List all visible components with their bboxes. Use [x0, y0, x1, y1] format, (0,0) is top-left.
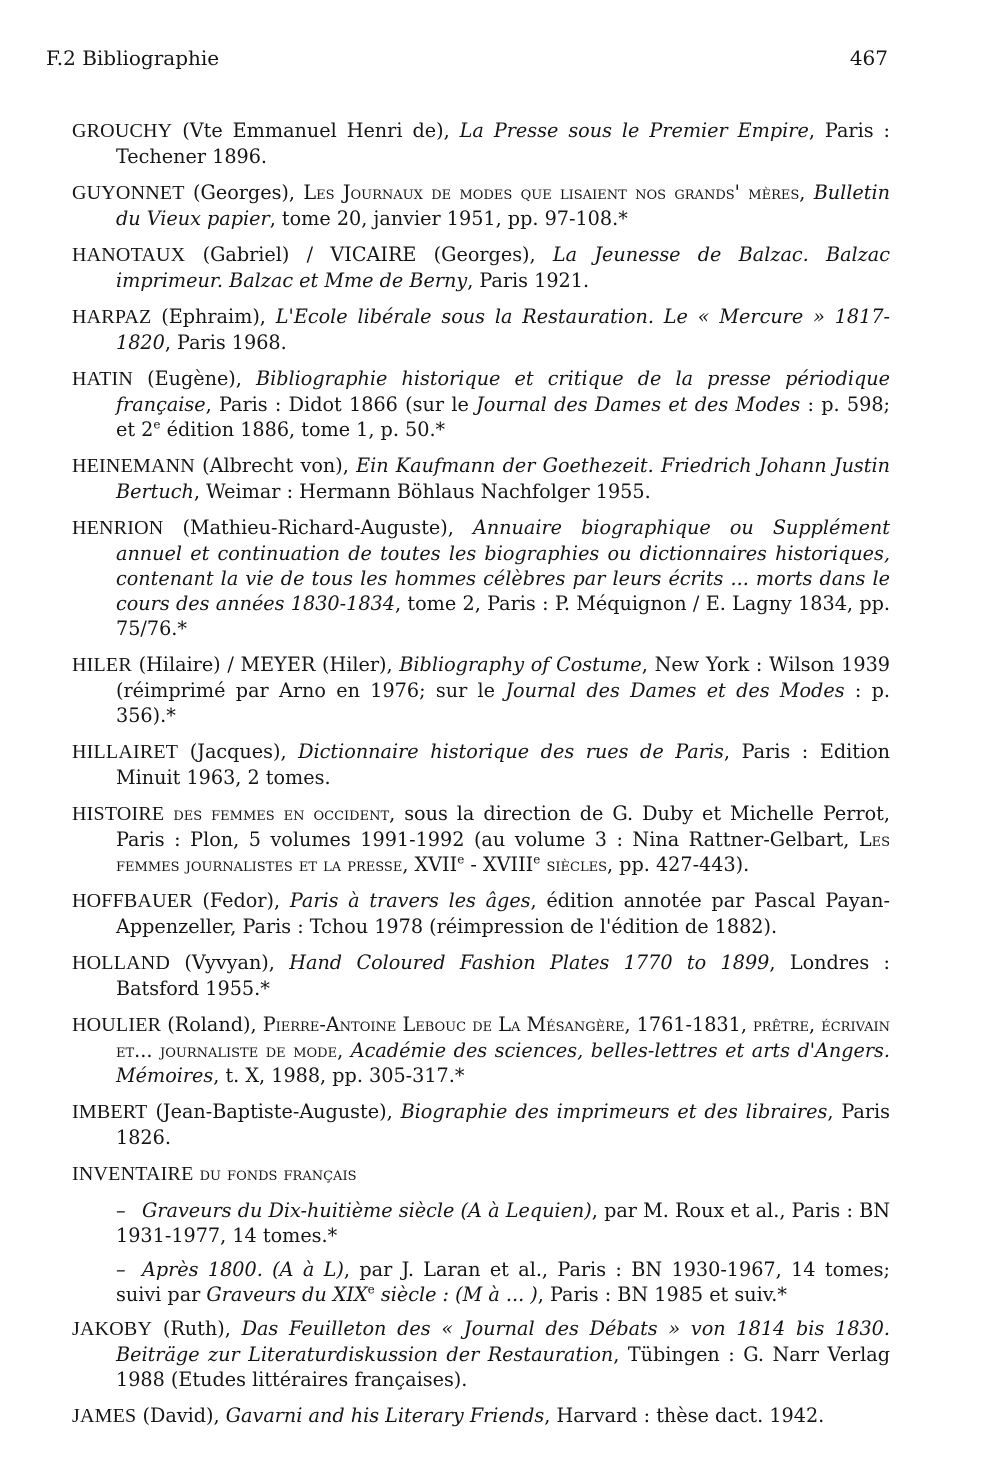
bibliography-entry	[72, 1403, 890, 1429]
superscript: e	[457, 852, 465, 867]
citation-text: (Hilaire) / MEYER (Hiler),	[131, 653, 400, 676]
citation-text: (Albrecht von),	[194, 454, 357, 477]
title-text: Après 1800. (A à L)	[142, 1258, 344, 1281]
entry-author: HARPAZ	[72, 306, 152, 328]
section-title: F.2 Bibliographie	[46, 46, 220, 70]
title-text: Académie des sciences, belles-lettres et arts d'Angers. Mémoires	[116, 1039, 890, 1087]
citation-text: (Eugène),	[133, 367, 257, 390]
entry-author: HOLLAND	[72, 952, 171, 974]
citation-text: XVII	[414, 853, 458, 876]
citation-text: (Jacques),	[178, 740, 299, 763]
entry-author: GUYONNET	[72, 182, 185, 204]
citation-text: : p. 356).*	[116, 679, 891, 727]
entry-author: JAKOBY	[72, 1318, 153, 1340]
bibliography-subentry	[116, 1257, 890, 1307]
citation-text: ,	[799, 181, 814, 204]
bibliography-entry	[72, 515, 890, 641]
small-caps-text: Les femmes journalistes et la presse,	[116, 828, 890, 876]
bibliography-entry	[72, 739, 890, 790]
bibliography-entry	[72, 304, 890, 355]
citation-text: , New York : Wilson 1939 (réimprimé par Arno en 1976; sur le	[116, 653, 890, 702]
bibliography-entry	[72, 888, 890, 939]
entry-author: JAMES	[72, 1405, 137, 1427]
citation-text: , Londres : Batsford 1955.*	[116, 951, 890, 1000]
citation-text: , Paris : Didot 1866 (sur le	[205, 393, 477, 416]
citation-text: (Ephraim),	[151, 305, 276, 328]
citation-text: - XVIII	[464, 853, 534, 876]
citation-text: , tome 20, janvier 1951, pp. 97-108.*	[269, 207, 628, 230]
bibliography-entry	[72, 453, 890, 504]
citation-text: (Ruth),	[152, 1317, 242, 1340]
citation-text: , tome 2, Paris : P. Méquignon / E. Lagny 1834, pp. 75/76.*	[116, 592, 890, 640]
citation-text: ,	[337, 1039, 351, 1062]
entry-author: GROUCHY	[72, 120, 173, 142]
title-text: La Presse sous le Premier Empire	[459, 119, 809, 142]
title-text: Bulletin du Vieux papier	[116, 181, 890, 230]
bibliography-entry	[72, 180, 890, 231]
title-text: Journal des Dames et des Modes	[476, 393, 801, 416]
citation-text: , Paris : BN 1985 et suiv.*	[537, 1283, 787, 1306]
title-text: Hand Coloured Fashion Plates 1770 to 1899	[289, 951, 770, 974]
entry-author: HEINEMANN	[72, 455, 195, 477]
bibliography-entry	[72, 652, 890, 728]
citation-text: (David),	[136, 1404, 226, 1427]
citation-text: , Paris : Edition Minuit 1963, 2 tomes.	[116, 740, 891, 789]
citation-text: (Georges),	[184, 181, 304, 204]
page-number: 467	[849, 46, 888, 70]
entry-author: HOULIER	[72, 1014, 162, 1036]
citation-text: (Fedor),	[192, 889, 290, 912]
citation-text: (Roland),	[161, 1013, 263, 1036]
entry-author: IMBERT	[72, 1101, 148, 1123]
title-text: Das Feuilleton des « Journal des Débats » von 1814 bis 1830. Beiträge zur Literaturdiskussion der Restauration	[116, 1317, 890, 1366]
bibliography-entry	[72, 1316, 890, 1392]
citation-text: , Paris 1968.	[164, 331, 287, 354]
citation-text: : p. 598; et 2	[116, 393, 891, 441]
citation-text: , Weimar : Hermann Böhlaus Nachfolger 1955.	[193, 480, 651, 503]
bibliography-entry	[72, 118, 890, 169]
citation-text: , Paris : Techener 1896.	[116, 119, 891, 168]
entry-author: HILLAIRET	[72, 741, 179, 763]
citation-text: (Vte Emmanuel Henri de),	[172, 119, 460, 142]
small-caps-text: prêtre, écrivain et... journaliste de mode	[116, 1013, 891, 1062]
subentry-dash: –	[116, 1199, 126, 1222]
bibliography-list	[72, 118, 890, 1440]
bibliography-entry	[72, 1012, 890, 1088]
bibliography-entry	[72, 366, 890, 442]
citation-text: , 1761-1831,	[624, 1013, 754, 1036]
citation-text: (Gabriel) / VICAIRE (Georges),	[185, 243, 553, 266]
citation-text: édition 1886, tome 1, p. 50.*	[160, 418, 446, 441]
superscript: e	[533, 852, 541, 867]
citation-text: , par M. Roux et al., Paris : BN 1931-1977, 14 tomes.*	[116, 1199, 890, 1247]
citation-text: , par J. Laran et al., Paris : BN 1930-1967, 14 tomes; suivi par	[116, 1258, 890, 1306]
small-caps-text: Les Journaux de modes que lisaient nos grands' mères	[303, 181, 800, 204]
title-text: L'Ecole libérale sous la Restauration. Le « Mercure » 1817-1820	[116, 305, 891, 354]
title-text: Paris à travers les âges	[289, 889, 531, 912]
citation-text: , édition annotée par Pascal Payan-Appenzeller, Paris : Tchou 1978 (réimpression de l'édition de 1882).	[116, 889, 890, 938]
small-caps-text: des femmes en occident	[164, 802, 390, 825]
title-text: Dictionnaire historique des rues de Paris	[298, 740, 724, 763]
entry-author: INVENTAIRE	[72, 1163, 194, 1185]
superscript: e	[367, 1282, 375, 1297]
citation-text: , t. X, 1988, pp. 305-317.*	[213, 1064, 465, 1087]
bibliography-entry	[72, 1099, 890, 1150]
entry-author: HISTOIRE	[72, 803, 165, 825]
small-caps-text: du fonds français	[193, 1162, 357, 1185]
citation-text: , Harvard : thèse dact. 1942.	[544, 1404, 825, 1427]
citation-text: , Paris 1921.	[467, 269, 590, 292]
citation-text: , pp. 427-443).	[606, 853, 750, 876]
title-text: Annuaire biographique ou Supplément annuel et continuation de toutes les biographies ou dictionnaires historiques, contenant la vie de tous les hommes célèbres par leurs écrits ... morts dans le cours des années 1830-1834	[116, 516, 890, 615]
bibliography-subentry	[116, 1198, 890, 1248]
title-text: La Jeunesse de Balzac. Balzac imprimeur. Balzac et Mme de Berny	[116, 243, 890, 292]
subentry-dash: –	[116, 1258, 126, 1281]
entry-author: HILER	[72, 654, 132, 676]
citation-text: , Paris 1826.	[116, 1100, 891, 1149]
small-caps-text: siècles	[540, 853, 607, 876]
title-text: Graveurs du Dix-huitième siècle (A à Lequien)	[142, 1199, 592, 1222]
title-text: Bibliographie historique et critique de la presse périodique française	[116, 367, 891, 416]
bibliography-entry	[72, 1161, 890, 1187]
citation-text: , sous la direction de G. Duby et Michelle Perrot, Paris : Plon, 5 volumes 1991-1992 (au volume 3 : Nina Rattner-Gelbart,	[116, 802, 890, 851]
citation-text: (Vyvyan),	[170, 951, 290, 974]
entry-author: HOFFBAUER	[72, 890, 193, 912]
title-text: Biographie des imprimeurs et des libraires	[400, 1100, 828, 1123]
citation-text: (Jean-Baptiste-Auguste),	[147, 1100, 401, 1123]
title-text: Gavarni and his Literary Friends	[225, 1404, 545, 1427]
citation-text: , Tübingen : G. Narr Verlag 1988 (Etudes littéraires françaises).	[116, 1343, 890, 1391]
entry-author: HATIN	[72, 368, 133, 390]
entry-author: HENRION	[72, 517, 164, 539]
title-text: Graveurs du XIX	[206, 1283, 368, 1306]
bibliography-entry	[72, 242, 890, 293]
title-text: siècle : (M à ... )	[374, 1283, 538, 1306]
superscript: e	[153, 417, 161, 432]
title-text: Journal des Dames et des Modes	[505, 679, 845, 702]
bibliography-entry	[72, 801, 890, 877]
citation-text: (Mathieu-Richard-Auguste),	[163, 516, 473, 539]
running-header	[46, 44, 888, 72]
title-text: Bibliography of Costume	[399, 653, 642, 676]
entry-author: HANOTAUX	[72, 244, 186, 266]
small-caps-text: Pierre-Antoine Lebouc de La Mésangère	[262, 1013, 625, 1036]
title-text: Ein Kaufmann der Goethezeit. Friedrich Johann Justin Bertuch	[116, 454, 890, 503]
bibliography-entry	[72, 950, 890, 1001]
